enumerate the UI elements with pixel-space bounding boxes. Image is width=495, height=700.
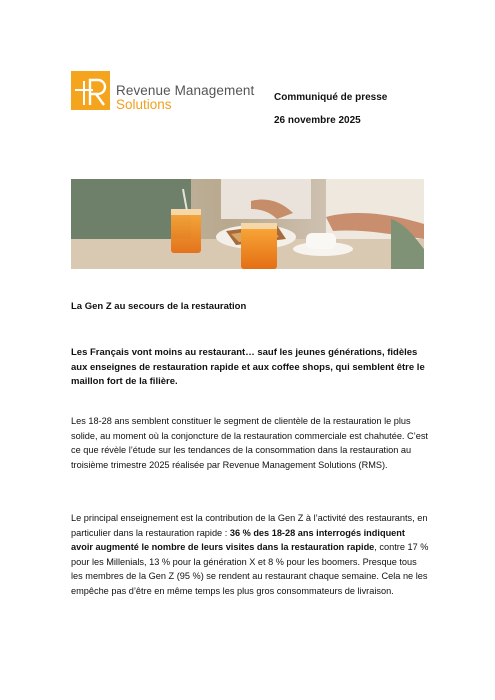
press-release-date: 26 novembre 2025	[274, 115, 361, 126]
article-paragraph-2	[71, 511, 429, 599]
paragraph-2-rest: , contre 17 % pour les Millenials, 13 % pour la génération X et 8 % pour les boomers. Presque tous les membres de la Gen Z (95 %) se rendent au restaurant chaque semaine. Cela ne les empêche pas d’être en même temps les plus gros consommateurs de livraison.	[71, 542, 429, 596]
article-paragraph-1: Les 18-28 ans semblent constituer le segment de clientèle de la restauration le plus solide, au moment où la conjoncture de la restauration commerciale est chahutée. C’est ce que révèle l’étude sur les tendances de la consommation dans la restauration au troisième trimestre 2025 réalisée par Revenue Management Solutions (RMS).	[71, 416, 428, 470]
logo-mark	[71, 71, 110, 110]
press-release-label: Communiqué de presse	[274, 92, 388, 103]
header-photo	[71, 179, 424, 269]
logo-text-line2: Solutions	[116, 97, 172, 112]
article-lead: Les Français vont moins au restaurant… sauf les jeunes générations, fidèles aux enseignes de restauration rapide et aux coffee shops, qui semblent être le maillon fort de la filière.	[71, 347, 425, 387]
restaurant-scene-image	[71, 179, 424, 269]
article-title: La Gen Z au secours de la restauration	[71, 301, 247, 312]
logo-letters-icon	[71, 71, 110, 110]
logo-text-line1: Revenue Management	[116, 83, 255, 98]
paragraph-2-intro: Le principal enseignement est la contribution de la Gen Z à l’activité des restaurants, en particulier dans la restauration rapide :	[71, 513, 428, 538]
paragraph-2-highlight: 36 % des 18-28 ans interrogés indiquent avoir augmenté le nombre de leurs visites dans la restauration rapide	[71, 527, 405, 553]
company-logo	[71, 71, 261, 111]
